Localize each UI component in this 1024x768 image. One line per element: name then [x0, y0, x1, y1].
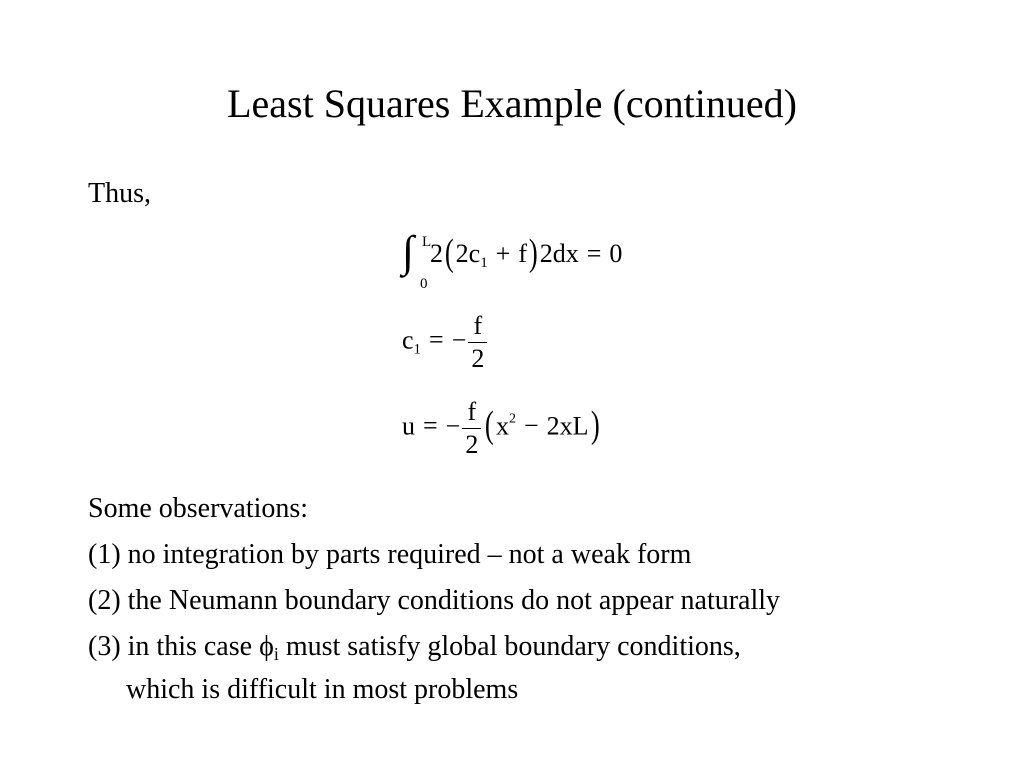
tail-term: 2dx	[539, 238, 579, 268]
upper-limit: L	[422, 234, 432, 250]
denominator: 2	[465, 430, 479, 459]
u-equation: u = − $\frac{f}{2}$ $(x^2 - 2xL)$	[402, 397, 600, 459]
lead-text: Thus,	[88, 178, 151, 209]
slide-title: Least Squares Example (continued)	[227, 81, 797, 126]
fraction	[468, 310, 487, 375]
observation-item: (1) no integration by parts required – not a weak form	[88, 539, 692, 570]
f-term: f	[518, 238, 528, 268]
obs3-after: must satisfy global boundary conditions,	[278, 631, 741, 662]
exponent: 2	[509, 411, 516, 427]
plus-operator: +	[495, 238, 511, 268]
numerator: f	[462, 396, 481, 429]
minus-sign: −	[451, 325, 467, 355]
inner-term: 2c	[455, 238, 481, 268]
tail-term: 2xL	[546, 411, 589, 441]
subscript: 1	[480, 254, 488, 271]
lhs-variable: c	[402, 325, 414, 355]
denominator: 2	[471, 344, 485, 373]
fraction	[462, 396, 481, 461]
observation-continuation: which is difficult in most problems	[126, 674, 519, 705]
observation-item: (2) the Neumann boundary conditions do not appear naturally	[88, 585, 781, 616]
observations-section	[88, 491, 988, 708]
observations-heading: Some observations:	[88, 493, 309, 524]
integral-sign: ∫ L 0	[402, 227, 432, 292]
numerator: f	[468, 310, 487, 343]
subscript: 1	[413, 341, 422, 358]
lhs-variable: u	[402, 411, 415, 441]
x-variable: x	[496, 411, 509, 441]
equals-sign: =	[586, 238, 602, 268]
minus-sign: −	[445, 411, 461, 441]
equals-sign: =	[423, 411, 438, 441]
integral-equation: ∫ L 0 $2(2c_1 + f)2dx = 0$	[402, 227, 623, 292]
phi-symbol: ϕ	[259, 631, 274, 662]
lower-limit: 0	[420, 276, 428, 292]
phi-subscript: i	[273, 644, 279, 664]
obs3-before: (3) in this case	[88, 631, 260, 662]
coefficient: 2	[430, 238, 443, 268]
rhs-value: 0	[609, 238, 623, 268]
observation-item	[88, 629, 988, 672]
minus-operator: −	[524, 411, 539, 441]
c1-equation	[402, 310, 489, 375]
equals-sign: =	[429, 325, 444, 355]
